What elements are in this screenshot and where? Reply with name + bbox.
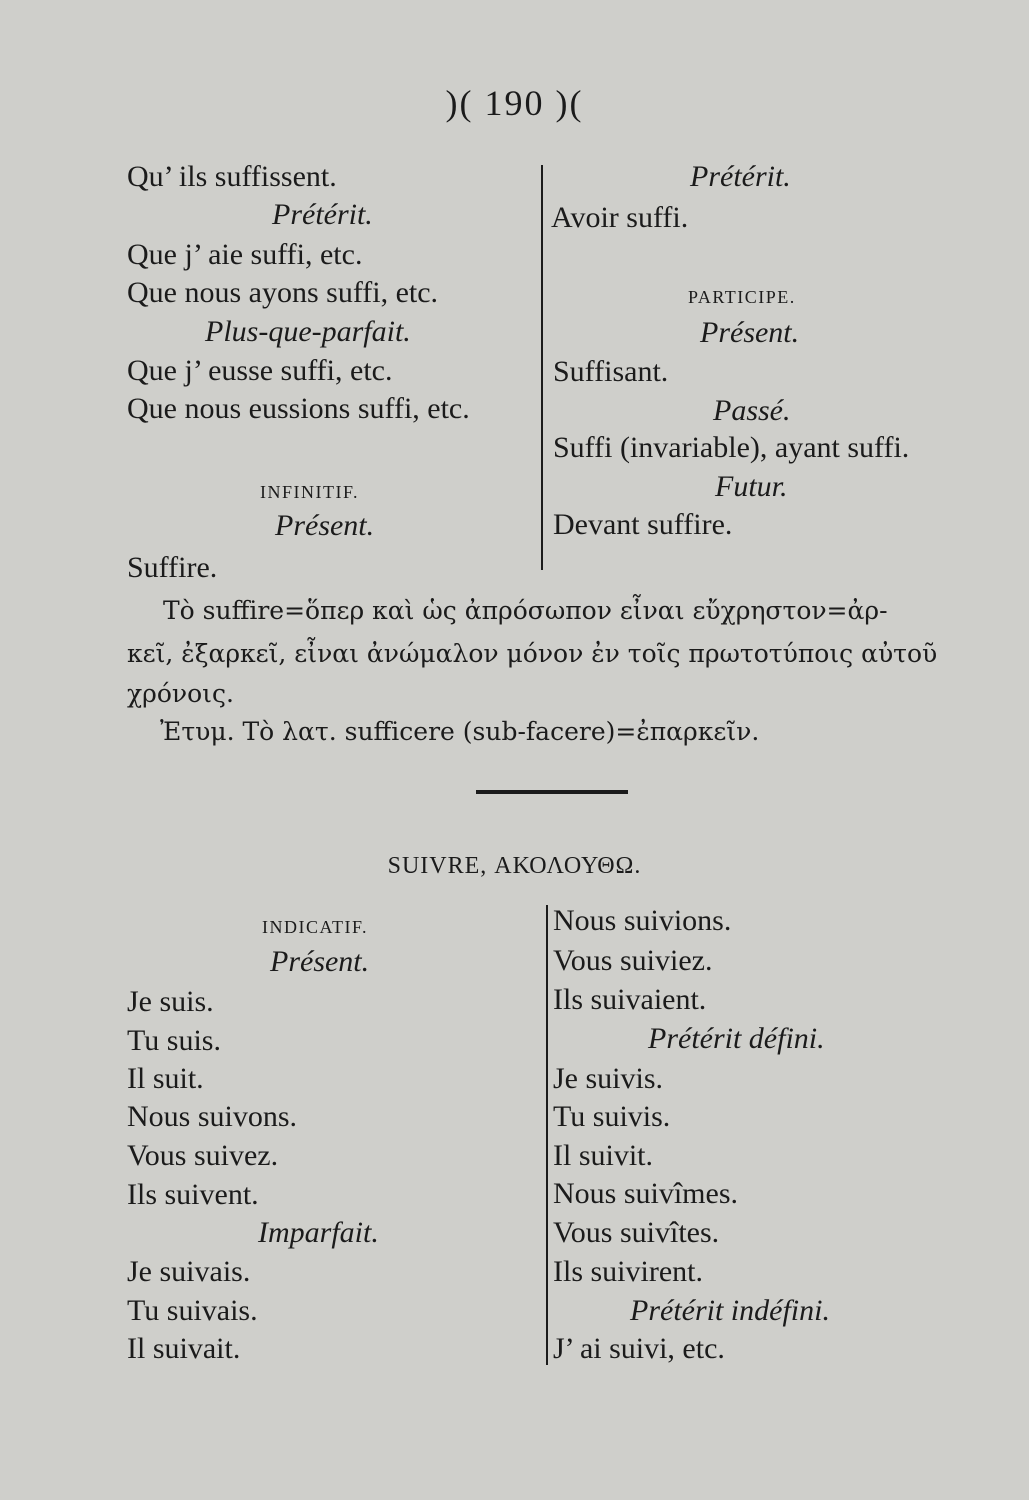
mood-heading: INDICATIF. — [262, 917, 369, 937]
text-line: Ils suivaient. — [553, 983, 707, 1016]
text-line: Je suivais. — [127, 1255, 251, 1288]
text-line: Nous suivons. — [127, 1100, 298, 1133]
section-divider — [476, 790, 628, 794]
tense-heading: Futur. — [715, 470, 788, 503]
text-line: Il suivit. — [553, 1139, 654, 1172]
column-divider — [541, 165, 543, 570]
text-line: Tu suis. — [127, 1024, 221, 1057]
text-line: Suffi (invariable), ayant suffi. — [553, 431, 910, 464]
text-line: Avoir suffi. — [551, 201, 689, 234]
note-line: χρόνοις. — [127, 679, 234, 708]
note-line: Τὸ suffire=ὅπερ καὶ ὡς ἀπρόσωπον εἶναι εὔχρηστον=ἀρ- — [163, 596, 888, 625]
text-line: Ils suivent. — [127, 1178, 259, 1211]
tense-heading: Présent. — [270, 945, 370, 978]
text-line: Nous suivîmes. — [553, 1177, 739, 1210]
tense-heading: Imparfait. — [258, 1216, 379, 1249]
text-line: Vous suivîtes. — [553, 1216, 720, 1249]
text-line: Nous suivions. — [553, 904, 732, 937]
tense-heading: Prétérit indéfini. — [630, 1294, 830, 1327]
column-divider — [546, 905, 548, 1365]
text-line: Que j’ eusse suffi, etc. — [127, 354, 393, 387]
text-line: Que j’ aie suffi, etc. — [127, 238, 363, 271]
text-line: J’ ai suivi, etc. — [553, 1332, 725, 1365]
text-line: Il suit. — [127, 1062, 204, 1095]
tense-heading: Prétérit. — [272, 198, 373, 231]
text-line: Que nous ayons suffi, etc. — [127, 276, 439, 309]
text-line: Devant suffire. — [553, 508, 733, 541]
mood-heading: PARTICIPE. — [688, 287, 796, 307]
tense-heading: Présent. — [700, 316, 800, 349]
mood-heading: INFINITIF. — [260, 482, 360, 502]
text-line: Ils suivirent. — [553, 1255, 703, 1288]
text-line: Que nous eussions suffi, etc. — [127, 392, 470, 425]
text-line: Tu suivais. — [127, 1294, 258, 1327]
text-line: Suffisant. — [553, 355, 669, 388]
text-line: Je suivis. — [553, 1062, 664, 1095]
tense-heading: Présent. — [275, 509, 375, 542]
note-line: κεῖ, ἐξαρκεῖ, εἶναι ἀνώμαλον μόνον ἐν τοῖς πρωτοτύποις αὐτοῦ — [127, 639, 938, 668]
tense-heading: Prétérit. — [690, 160, 791, 193]
tense-heading: Plus-que-parfait. — [205, 315, 411, 348]
tense-heading: Passé. — [713, 394, 791, 427]
text-line: Je suis. — [127, 985, 214, 1018]
section-title: SUIVRE, ΑΚΟΛΟΥΘΩ. — [387, 853, 642, 879]
tense-heading: Prétérit défini. — [648, 1022, 825, 1055]
text-line: Il suivait. — [127, 1332, 241, 1365]
text-line: Vous suiviez. — [553, 944, 713, 977]
text-line: Vous suivez. — [127, 1139, 279, 1172]
note-line: Ἐτυμ. Τὸ λατ. sufficere (sub-facere)=ἐπαρκεῖν. — [160, 717, 760, 746]
text-line: Tu suivis. — [553, 1100, 671, 1133]
text-line: Suffire. — [127, 551, 218, 584]
page-number: )( 190 )( — [445, 83, 584, 123]
text-line: Qu’ ils suffissent. — [127, 160, 337, 193]
